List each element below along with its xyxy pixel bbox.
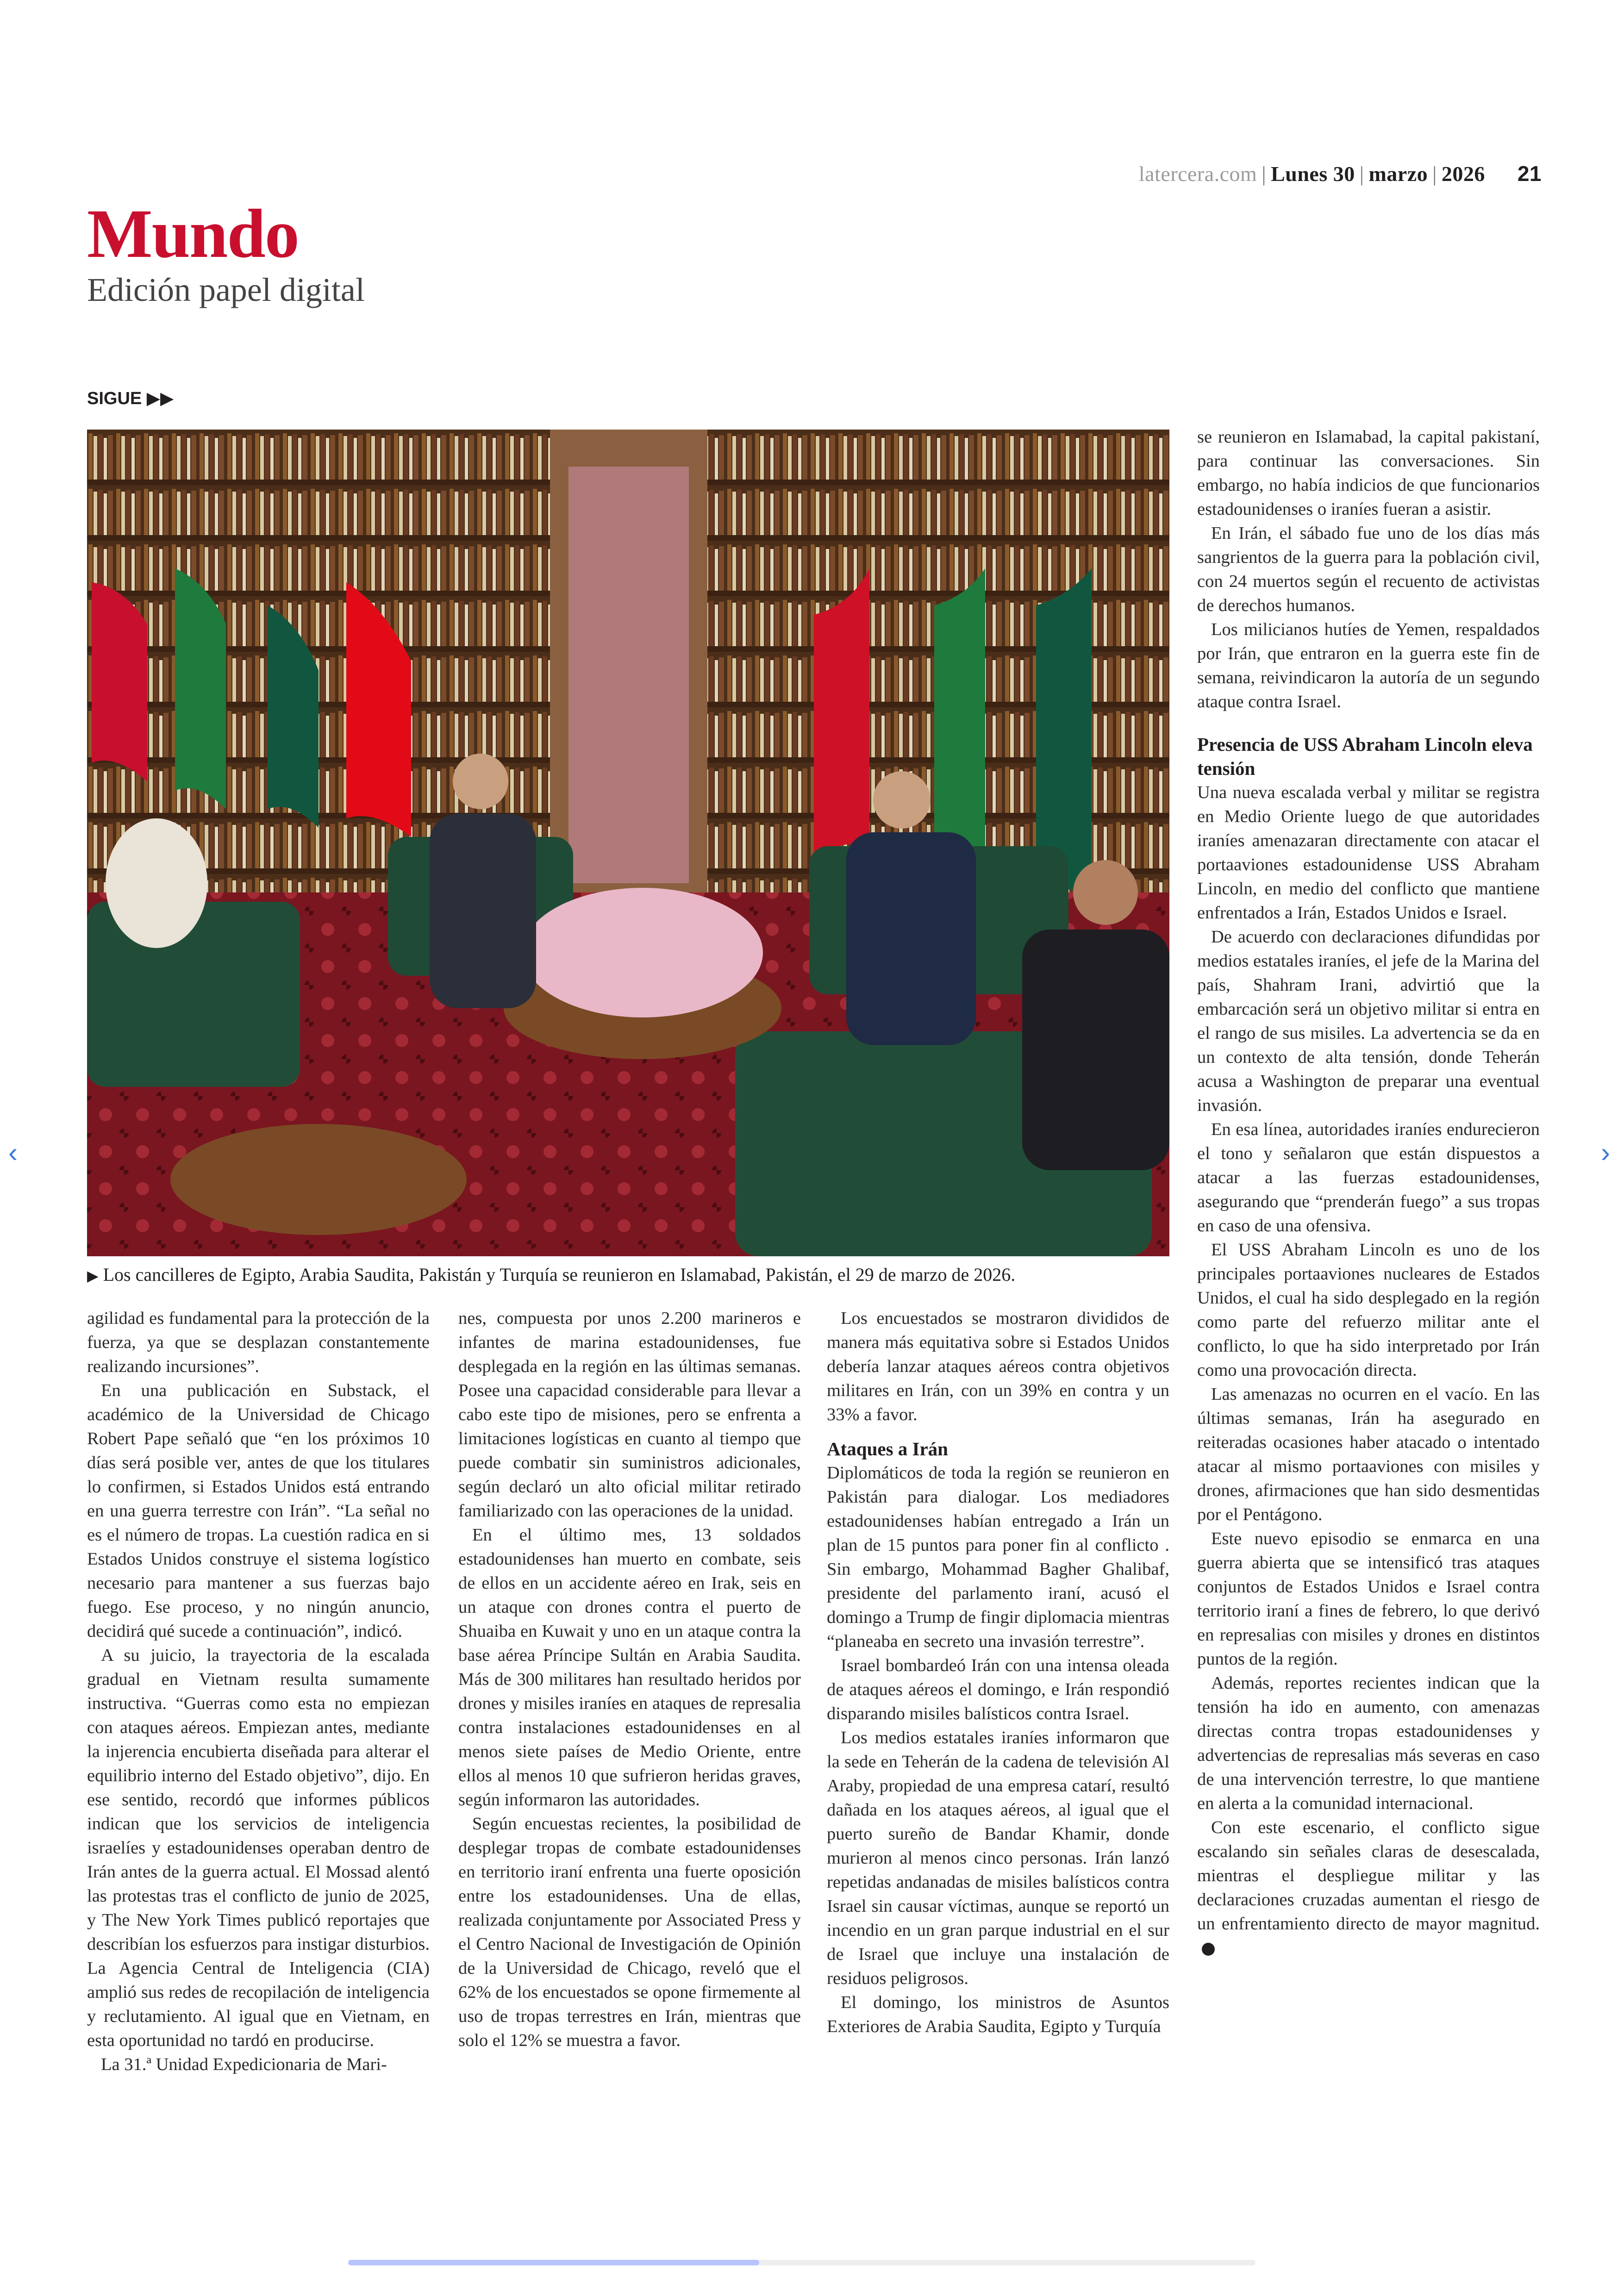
paragraph: Este nuevo episodio se enmarca en una guerra abierta que se intensificó tras ataques conjuntos de Estados Unidos e Israel contra territorio iraní a fines de febrero, lo que derivó en represalias con misiles y drones en distintos puntos de la región. [1197, 1529, 1540, 1669]
subheading-ataques: Ataques a Irán [827, 1438, 948, 1459]
site-name: latercera.com [1138, 162, 1257, 186]
paragraph: En una publicación en Substack, el académico de la Universidad de Chicago Robert Pape señaló que “en los próximos 10 días será posible ver, antes de que los titulares lo confirmen, si Estados Unidos está entrando en una guerra terrestre con Irán”. “La señal no es el número de tropas. La cuestión radica en si Estados Unidos construye el sistema logístico necesario para mantener a sus fuerzas bajo fuego. Ese proceso, y no ningún anuncio, decidirá qué sucede a continuación”, indicó. [87, 1381, 430, 1641]
section-subtitle: Edición papel digital [87, 271, 365, 308]
photo-caption [87, 1264, 1198, 1285]
photo-illustration [87, 430, 1169, 1256]
next-page-button[interactable]: › [1601, 1137, 1610, 1168]
header-month: marzo [1368, 162, 1428, 186]
final-text: Con este escenario, el conflicto sigue escalando sin señales claras de desescalada, mientras el despliegue militar y las declaraciones cruzadas aumentan el riesgo de un enfrentamiento directo de mayor magnitud. [1197, 1818, 1540, 1933]
article-column-2 [458, 1306, 801, 2052]
page-header: latercera.com | Lunes 30 | marzo | 2026 21 [1138, 162, 1542, 186]
paragraph: se reunieron en Islamabad, la capital pakistaní, para continuar las conversaciones. Sin embargo, no había indicios de que funcionarios estadounidenses o iraníes fueran a asistir. [1197, 427, 1540, 519]
subheading-uss-lincoln: Presencia de USS Abraham Lincoln eleva tensión [1197, 734, 1533, 779]
paragraph: Israel bombardeó Irán con una intensa oleada de ataques aéreos el domingo, e Irán respondió disparando misiles balísticos contra Israel. [827, 1656, 1169, 1723]
paragraph: Además, reportes recientes indican que la tensión ha ido en aumento, con amenazas directas contra tropas estadounidenses y advertencias de represalias más severas en caso de una intervención terrestre, lo que mantiene en alerta a la comunidad internacional. [1197, 1673, 1540, 1813]
article-column-1 [87, 1306, 430, 2077]
continues-marker: SIGUE ▶▶ [87, 389, 174, 408]
paragraph: nes, compuesta por unos 2.200 marineros e infantes de marina estadounidenses, fue desplegada en la región en las últimas semanas. Posee una capacidad considerable para llevar a cabo este tipo de misiones, pero se enfrenta a limitaciones logísticas en cuanto al tiempo que puede combatir sin suministros adicionales, según declaró un alto oficial militar retirado familiarizado con las operaciones de la unidad. [458, 1309, 801, 1521]
prev-page-button[interactable]: ‹ [8, 1137, 18, 1168]
paragraph: La 31.ª Unidad Expedicionaria de Mari- [101, 2055, 387, 2074]
article-column-4 [1197, 425, 1540, 1960]
paragraph: El domingo, los ministros de Asuntos Exteriores de Arabia Saudita, Egipto y Turquía [827, 1993, 1169, 2036]
paragraph: Diplomáticos de toda la región se reunieron en Pakistán para dialogar. Los mediadores estadounidenses habían entregado a Irán un plan de 15 puntos para poner fin al conflicto . Sin embargo, Mohammad Bagher Ghalibaf, presidente del parlamento iraní, acusó el domingo a Trump de fingir diplomacia mientras “planeaba en secreto una invasión terrestre”. [827, 1463, 1169, 1651]
caption-arrow-icon: ▶ [87, 1267, 99, 1284]
paragraph: Los medios estatales iraníes informaron que la sede en Teherán de la cadena de televisión Al Araby, propiedad de una empresa catarí, resultó dañada en los ataques aéreos, al igual que el puerto sureño de Bandar Khamir, donde murieron al menos cinco personas. Irán lanzó repetidas andanadas de misiles balísticos contra Israel sin causar víctimas, aunque se reportó un incendio en un gran parque industrial en el sur de Israel que incluye una instalación de residuos peligrosos. [827, 1728, 1169, 1988]
paragraph: En Irán, el sábado fue uno de los días más sangrientos de la guerra para la población civil, con 24 muertos según el recuento de activistas de derechos humanos. [1197, 524, 1540, 615]
paragraph: De acuerdo con declaraciones difundidas por medios estatales iraníes, el jefe de la Marina del país, Shahram Irani, advirtió que la embarcación será un objetivo militar si entra en el rango de sus misiles. La advertencia se da en un contexto de alta tensión, donde Teherán acusa a Washington de preparar una eventual invasión. [1197, 927, 1540, 1115]
paragraph: En el último mes, 13 soldados estadounidenses han muerto en combate, seis de ellos en un accidente aéreo en Irak, seis en un ataque con drones contra el puerto de Shuaiba en Kuwait y uno en un ataque contra la base aérea Príncipe Sultán en Arabia Saudita. Más de 300 militares han resultado heridos por drones y misiles iraníes en ataques de represalia contra instalaciones estadounidenses en al menos siete países de Medio Oriente, entre ellos al menos 10 que sufrieron heridas graves, según informaron las autoridades. [458, 1525, 801, 1809]
article-photo [87, 430, 1169, 1256]
page-number: 21 [1517, 162, 1542, 186]
page-scroll-thumb[interactable] [348, 2260, 759, 2265]
paragraph: El USS Abraham Lincoln es uno de los principales portaaviones nucleares de Estados Unidos, el cual ha sido desplegado en la región como parte del refuerzo militar ante el conflicto, lo que ha sido interpretado por Irán como una provocación directa. [1197, 1240, 1540, 1380]
caption-text: Los cancilleres de Egipto, Arabia Saudita, Pakistán y Turquía se reunieron en Islamabad, Pakistán, el 29 de marzo de 2026. [103, 1264, 1016, 1285]
paragraph: A su juicio, la trayectoria de la escalada gradual en Vietnam resulta sumamente instructiva. “Guerras como esta no empiezan con ataques aéreos. Empiezan antes, mediante la injerencia encubierta diseñada para alterar el equilibrio interno del Estado objetivo”, dijo. En ese sentido, recordó que informes públicos indican que los servicios de inteligencia israelíes y estadounidenses operaban dentro de Irán antes de la guerra actual. El Mossad alentó las protestas tras el conflicto de junio de 2025, y The New York Times publicó reportajes que describían los esfuerzos para instigar disturbios. La Agencia Central de Inteligencia (CIA) amplió sus redes de recopilación de inteligencia y reclutamiento. Al igual que en Vietnam, en esta oportunidad no tardó en producirse. [87, 1646, 430, 2050]
article-column-3 [827, 1306, 1169, 2039]
paragraph: agilidad es fundamental para la protección de la fuerza, ya que se desplazan constantemente realizando incursiones”. [87, 1309, 430, 1376]
paragraph-final [1197, 1815, 1540, 1960]
paragraph: Según encuestas recientes, la posibilidad de desplegar tropas de combate estadounidenses en territorio iraní enfrenta una fuerte oposición entre los estadounidenses. Una de ellas, realizada conjuntamente por Associated Press y el Centro Nacional de Investigación de Opinión de la Universidad de Chicago, reveló que el 62% de los encuestados se opone firmemente al uso de tropas terrestres en Irán, mientras que solo el 12% se muestra a favor. [458, 1814, 801, 2050]
header-day: Lunes 30 [1271, 162, 1355, 186]
end-mark-icon [1202, 1943, 1215, 1956]
paragraph: Los milicianos hutíes de Yemen, respaldados por Irán, que entraron en la guerra este fin de semana, reivindicaron la autoría de un segundo ataque contra Israel. [1197, 620, 1540, 711]
paragraph: Los encuestados se mostraron divididos de manera más equitativa sobre si Estados Unidos debería lanzar ataques aéreos contra objetivos militares en Irán, con un 39% en contra y un 33% a favor. [827, 1309, 1169, 1424]
paragraph: Las amenazas no ocurren en el vacío. En las últimas semanas, Irán ha asegurado en reiteradas ocasiones haber atacado o intentado atacar al mismo portaaviones con misiles y drones, afirmaciones que han sido desmentidas por el Pentágono. [1197, 1384, 1540, 1524]
paragraph: En esa línea, autoridades iraníes endurecieron el tono y señalaron que están dispuestos a atacar a las fuerzas estadounidenses, asegurando que “prenderán fuego” a sus tropas en caso de una ofensiva. [1197, 1120, 1540, 1235]
section-title: Mundo [87, 195, 299, 272]
header-year: 2026 [1441, 162, 1485, 186]
paragraph: Una nueva escalada verbal y militar se registra en Medio Oriente luego de que autoridades iraníes amenazaran directamente con atacar el portaaviones estadounidense USS Abraham Lincoln, en medio del conflicto que mantiene enfrentados a Irán, Estados Unidos e Israel. [1197, 783, 1540, 923]
